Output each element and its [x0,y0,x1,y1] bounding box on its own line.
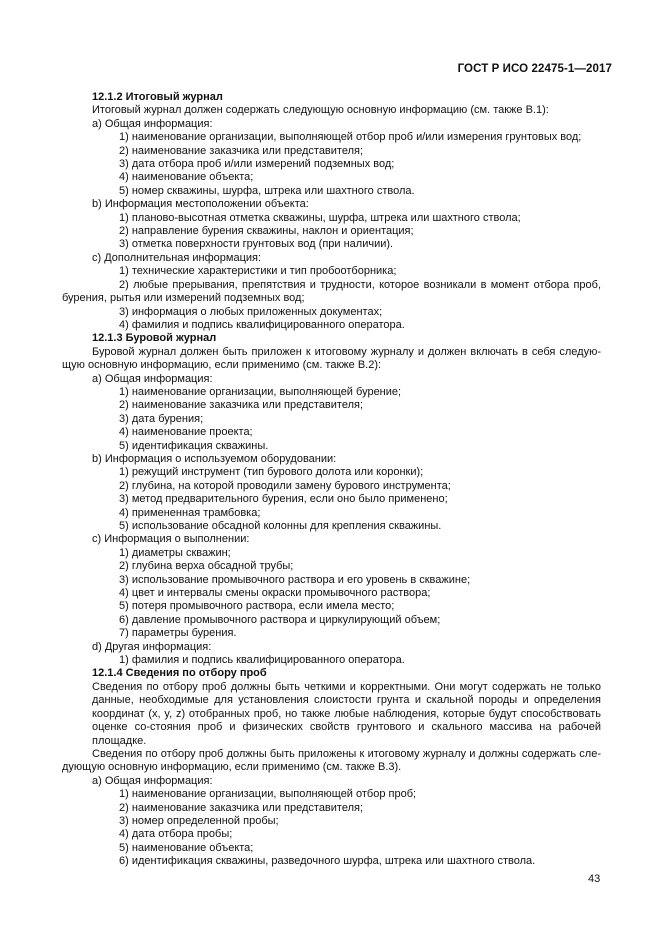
text-line: 3) использование промывочного раствора и его уровень в скважине; [119,573,471,586]
text-line: дующую основную информацию, если применимо (см. также В.3). [62,761,402,774]
text-line: 4) наименование объекта; [119,171,254,184]
text-line: 1) наименование организации, выполняющей отбор проб; [119,788,417,801]
text-line: 5) наименование объекта; [119,841,254,854]
text-line: Сведения по отбору проб должны быть четкими и корректными. Они могут содержать не только данные, необходимые для установления слоистости грунта и скальной породы и определения координат (x, y, z) отобранных проб, но также любые наблюдения, которые будут способствовать оценке со-стояния проб и физических свойств грунтового и скального массива на рабочей площадке. [92,680,601,747]
text-line: 2) наименование заказчика или представителя; [119,399,364,412]
document-header-standard: ГОСТ Р ИСО 22475-1—2017 [457,63,612,75]
section-heading: 12.1.2 Итоговый журнал [92,91,223,103]
page-number: 43 [588,873,601,885]
text-line: бурения, рытья или измерений подземных вод; [62,292,305,305]
text-line: 2) глубина, на которой проводили замену бурового инструмента; [119,479,451,492]
text-line: a) Общая информация: [92,117,213,130]
text-line: 7) параметры бурения. [119,627,237,640]
text-line: 2) направление бурения скважины, наклон и ориентация; [119,225,414,238]
section-heading: 12.1.3 Буровой журнал [92,332,217,345]
text-line: 3) номер определенной пробы; [119,814,279,827]
text-line: 3) дата бурения; [119,412,204,425]
text-line: 2) глубина верха обсадной трубы; [119,560,294,573]
text-line: 5) использование обсадной колонны для крепления скважины. [119,520,442,532]
text-line: a) Общая информация: [92,774,213,787]
text-line: 3) информация о любых приложенных документах; [119,305,383,318]
text-line: 5) номер скважины, шурфа, штрека или шахтного ствола. [119,184,415,197]
text-line: 1) наименование организации, выполняющей бурение; [119,385,402,398]
text-line: b) Информация о используемом оборудовании: [92,452,337,465]
document-body [62,91,601,869]
text-line: 2) наименование заказчика или представителя; [119,144,364,157]
text-line: d) Другая информация: [92,640,212,653]
text-line: 4) примененная трамбовка; [119,506,261,519]
text-line: 3) метод предварительного бурения, если оно было применено; [119,493,448,506]
text-line: c) Дополнительная информация: [92,251,262,264]
text-line: 4) дата отбора пробы; [119,828,233,841]
text-line: a) Общая информация: [92,372,213,385]
text-line: 5) идентификация скважины. [119,439,269,452]
text-line: Сведения по отбору проб должны быть приложены к итоговому журналу и должны содержать сле- [92,747,601,760]
text-line: 6) давление промывочного раствора и циркулирующий объем; [119,613,441,626]
text-line: 1) фамилия и подпись квалифицированного оператора. [119,654,405,667]
text-line: 1) планово-высотная отметка скважины, шурфа, штрека или шахтного ствола; [119,211,521,224]
text-line: 4) цвет и интервалы смены окраски промывочного раствора; [119,587,431,600]
text-line: 3) отметка поверхности грунтовых вод (при наличии). [119,238,394,251]
text-line: 4) наименование проекта; [119,426,253,439]
text-line: b) Информация местоположении объекта: [92,198,309,211]
text-line: 1) наименование организации, выполняющей отбор проб и/или измерения грунтовых вод; [119,131,582,144]
text-line: 1) режущий инструмент (тип бурового долота или коронки); [119,466,424,479]
text-line: 3) дата отбора проб и/или измерений подземных вод; [119,158,395,171]
text-line: 1) диаметры скважин; [119,546,231,559]
text-line: 1) технические характеристики и тип пробоотборника; [119,265,397,278]
section-heading: 12.1.4 Сведения по отбору проб [92,667,267,680]
text-line: 6) идентификация скважины, разведочного шурфа, штрека или шахтного ствола. [119,855,536,868]
text-line: Буровой журнал должен быть приложен к итоговому журналу и должен включать в себя следую- [92,345,601,358]
text-line: 2) наименование заказчика или представителя; [119,801,364,814]
text-line: c) Информация о выполнении: [92,533,250,546]
text-line: Итоговый журнал должен содержать следующую основную информацию (см. также В.1): [92,104,549,117]
text-line: щую основную информацию, если применимо (см. также В.2): [62,359,382,372]
text-line: 5) потеря промывочного раствора, если имела место; [119,600,395,613]
text-line: 2) любые прерывания, препятствия и трудности, которое возникали в момент отбора проб, [119,278,601,291]
text-line: 4) фамилия и подпись квалифицированного оператора. [119,318,405,331]
